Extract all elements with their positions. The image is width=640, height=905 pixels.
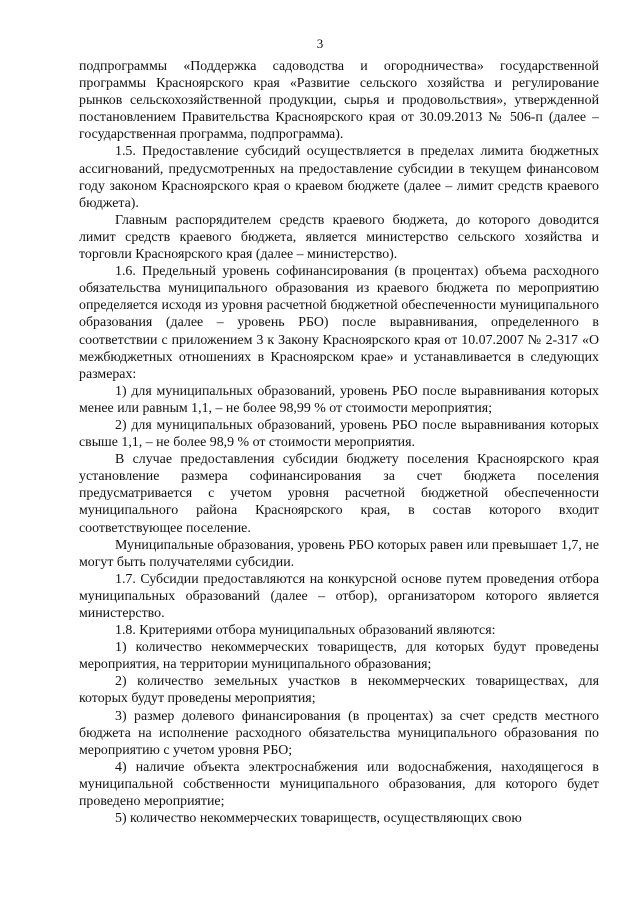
paragraph-1-6-item-2: 2) для муниципальных образований, уровень РБО после выравнивания которых свыше 1,1, – не более 98,9 % от стоимости мероприятия.: [79, 417, 599, 451]
paragraph-1-8-criterion-4: 4) наличие объекта электроснабжения или водоснабжения, находящегося в муниципальной собственности муниципального образования, для которого будет проведено мероприятие;: [79, 759, 599, 810]
paragraph-rbo-exclusion: Муниципальные образования, уровень РБО которых равен или превышает 1,7, не могут быть получателями субсидии.: [79, 537, 599, 570]
paragraph-1-6-item-1: 1) для муниципальных образований, уровень РБО после выравнивания которых менее или равным 1,1, – не более 98,99 % от стоимости мероприятия;: [79, 383, 599, 416]
paragraph-settlement-cofinancing: В случае предоставления субсидии бюджету поселения Красноярского края установление размера софинансирования за счет бюджета поселения предусматривается с учетом уровня расчетной бюджетной обеспеченности муниципального района Красноярского края, в состав которого входит соответствующее поселение.: [79, 452, 599, 536]
paragraph-1-8-criterion-1: 1) количество некоммерческих товариществ, для которых будут проведены мероприятия, на территории муниципального образования;: [79, 640, 599, 673]
document-body: [79, 58, 599, 827]
paragraph-1-8-criterion-5: 5) количество некоммерческих товариществ, осуществляющих свою: [115, 811, 522, 827]
page-number: 3: [316, 36, 324, 51]
paragraph-1-6: 1.6. Предельный уровень софинансирования (в процентах) объема расходного обязательства муниципального образования из краевого бюджета по мероприятию определяется исходя из уровня расчетной бюджетной обеспеченности муниципального образования (далее – уровень РБО) после выравнивания, определенного в соответствии с приложением 3 к Закону Красноярского края от 10.07.2007 № 2-317 «О межбюджетных отношениях в Красноярском крае» и устанавливается в следующих размерах:: [79, 264, 599, 382]
paragraph-1-5: 1.5. Предоставление субсидий осуществляется в пределах лимита бюджетных ассигнований, предусмотренных на предоставление субсидии в текущем финансовом году законом Красноярского края о краевом бюджете (далее – лимит средств краевого бюджета).: [79, 144, 599, 211]
paragraph-subprogram-continuation: подпрограммы «Поддержка садоводства и огородничества» государственной программы Красноярского края «Развитие сельского хозяйства и регулирование рынков сельскохозяйственной продукции, сырья и продовольствия», утвержденной постановлением Правительства Красноярского края от 30.09.2013 № 506-п (далее – государственная программа, подпрограмма).: [79, 59, 599, 143]
paragraph-1-8-criterion-2: 2) количество земельных участков в некоммерческих товариществах, для которых будут проведены мероприятия;: [79, 674, 599, 707]
paragraph-1-8: 1.8. Критериями отбора муниципальных образований являются:: [115, 623, 496, 639]
paragraph-1-7: 1.7. Субсидии предоставляются на конкурсной основе путем проведения отбора муниципальных образований (далее – отбор), организатором которого является министерство.: [79, 571, 599, 621]
paragraph-1-8-criterion-3: 3) размер долевого финансирования (в процентах) за счет средств местного бюджета на исполнение расходного обязательства муниципального образования по мероприятию с учетом уровня РБО;: [79, 708, 599, 758]
paragraph-chief-administrator: Главным распорядителем средств краевого бюджета, до которого доводится лимит средств краевого бюджета, является министерство сельского хозяйства и торговли Красноярского края (далее – министерство).: [79, 212, 599, 263]
